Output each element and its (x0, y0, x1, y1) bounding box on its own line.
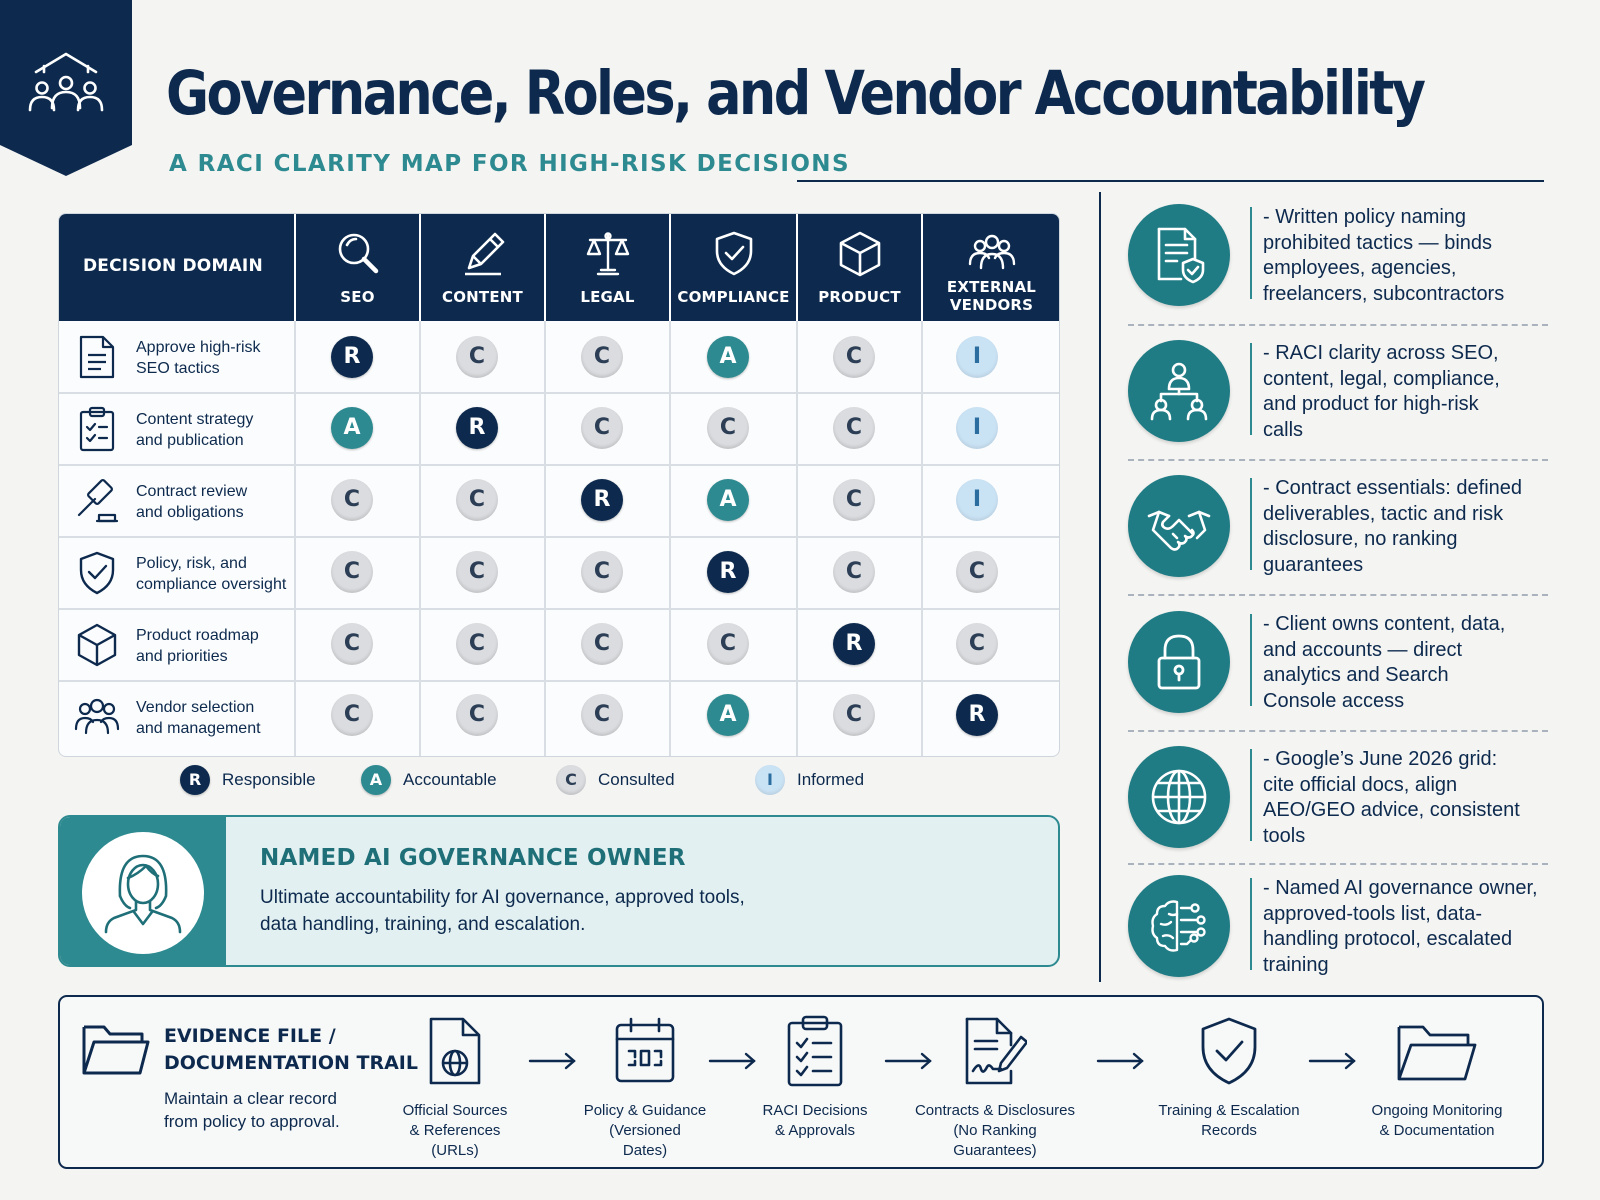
raci-badge-r3-content: C (456, 479, 498, 521)
globe-document-icon (423, 1015, 487, 1087)
step-training-escalation: Training & Escalation Records (1134, 1015, 1324, 1141)
folder-icon (1395, 1015, 1479, 1087)
raci-badge-r1-product: C (833, 336, 875, 378)
column-label-compliance: COMPLIANCE (677, 288, 790, 306)
step-ongoing-monitoring: Ongoing Monitoring & Documentation (1342, 1015, 1532, 1141)
raci-badge-r6-product: C (833, 694, 875, 736)
table-header-row (59, 214, 1059, 321)
raci-badge-r2-product: C (833, 407, 875, 449)
people-icon (73, 693, 121, 741)
raci-badge-r3-product: C (833, 479, 875, 521)
column-label-seo: SEO (340, 288, 375, 306)
table-row-approve-seo: Approve high-risk SEO tactics (59, 321, 295, 393)
raci-badge-r4-legal: C (581, 551, 623, 593)
calendar-icon (613, 1015, 677, 1087)
table-row-vendor-selection: Vendor selection and management (59, 681, 295, 753)
document-icon (73, 333, 121, 381)
ai-governance-owner-box (58, 815, 1060, 967)
table-row-policy-risk: Policy, risk, and compliance oversight (59, 537, 295, 609)
shield-check-icon (1197, 1015, 1261, 1087)
evidence-description: Maintain a clear record from policy to approval. (164, 1089, 340, 1131)
legend-accountable: A Accountable (361, 765, 497, 795)
raci-badge-r3-seo: C (331, 479, 373, 521)
legend-badge-i: I (755, 765, 785, 795)
raci-badge-r6-compliance: A (707, 694, 749, 736)
raci-badge-r2-compliance: C (707, 407, 749, 449)
column-label-external-vendors: EXTERNAL VENDORS (946, 278, 1037, 314)
person-avatar-icon (82, 832, 204, 954)
raci-badge-r1-compliance: A (707, 336, 749, 378)
policy-document-icon (1147, 223, 1211, 287)
owner-title: NAMED AI GOVERNANCE OWNER (260, 845, 686, 871)
logo-badge (0, 0, 132, 176)
evidence-trail-box (58, 995, 1544, 1169)
folder-icon (80, 1017, 150, 1081)
decision-domain-header: DECISION DOMAIN (83, 256, 263, 276)
column-label-legal: LEGAL (580, 288, 635, 306)
column-header-product (797, 214, 922, 321)
raci-badge-r4-seo: C (331, 551, 373, 593)
people-icon (966, 228, 1018, 280)
column-header-legal (545, 214, 670, 321)
right-column-divider (1099, 192, 1101, 982)
shield-check-icon (708, 228, 760, 280)
raci-badge-r6-external-vendors: R (956, 694, 998, 736)
globe-icon (1147, 765, 1211, 829)
raci-badge-r1-content: C (456, 336, 498, 378)
owner-description: Ultimate accountability for AI governance, approved tools, data handling, training, and escalation. (260, 887, 745, 935)
raci-badge-r2-legal: C (581, 407, 623, 449)
column-header-external-vendors (922, 214, 1060, 321)
checklist-icon (783, 1015, 847, 1087)
column-header-content (420, 214, 545, 321)
raci-badge-r5-product: R (833, 623, 875, 665)
raci-badge-r4-product: C (833, 551, 875, 593)
raci-table (58, 213, 1060, 757)
raci-badge-r1-seo: R (331, 336, 373, 378)
step-official-sources: Official Sources & References (URLs) (360, 1015, 550, 1161)
raci-badge-r1-legal: C (581, 336, 623, 378)
cube-icon (73, 621, 121, 669)
table-row-product-roadmap: Product roadmap and priorities (59, 609, 295, 681)
raci-badge-r3-compliance: A (707, 479, 749, 521)
panel-raci-clarity: - RACI clarity across SEO, content, legal, compliance, and product for high-risk calls (1128, 335, 1552, 461)
raci-badge-r2-external-vendors: I (956, 407, 998, 449)
panel-ai-governance: - Named AI governance owner, approved-tools list, data- handling protocol, escalated training (1128, 870, 1552, 996)
subtitle-divider (797, 180, 1544, 182)
raci-badge-r4-compliance: R (707, 551, 749, 593)
padlock-icon (1147, 630, 1211, 694)
raci-badge-r1-external-vendors: I (956, 336, 998, 378)
table-row-content-strategy: Content strategy and publication (59, 393, 295, 465)
legend-badge-r: R (180, 765, 210, 795)
step-policy-guidance: Policy & Guidance (Versioned Dates) (550, 1015, 740, 1161)
legend-badge-a: A (361, 765, 391, 795)
brain-circuit-icon (1147, 894, 1211, 958)
page-subtitle: A RACI CLARITY MAP FOR HIGH-RISK DECISIONS (169, 151, 850, 177)
raci-badge-r6-legal: C (581, 694, 623, 736)
raci-badge-r5-external-vendors: C (956, 623, 998, 665)
raci-badge-r6-content: C (456, 694, 498, 736)
raci-badge-r3-external-vendors: I (956, 479, 998, 521)
handshake-icon (1147, 494, 1211, 558)
scales-icon (582, 228, 634, 280)
clipboard-check-icon (73, 405, 121, 453)
signed-contract-icon (963, 1015, 1027, 1087)
panel-client-ownership: - Client owns content, data, and accounts — direct analytics and Search Console access (1128, 606, 1552, 732)
legend-badge-c: C (556, 765, 586, 795)
raci-badge-r6-seo: C (331, 694, 373, 736)
table-row-contract-review: Contract review and obligations (59, 465, 295, 537)
panel-contract-essentials: - Contract essentials: defined deliverables, tactic and risk disclosure, no ranking guarantees (1128, 470, 1552, 596)
evidence-title: EVIDENCE FILE / DOCUMENTATION TRAIL (164, 1025, 418, 1074)
org-chart-icon (1147, 359, 1211, 423)
cube-icon (834, 228, 886, 280)
panel-google-grid: - Google’s June 2026 grid: cite official docs, align AEO/GEO advice, consistent tools (1128, 741, 1552, 867)
pencil-icon (457, 228, 509, 280)
panel-written-policy: - Written policy naming prohibited tactics — binds employees, agencies, freelancers, subcontractors (1128, 199, 1552, 325)
raci-badge-r4-content: C (456, 551, 498, 593)
raci-badge-r5-content: C (456, 623, 498, 665)
magnifier-icon (332, 228, 384, 280)
step-raci-decisions: RACI Decisions & Approvals (720, 1015, 910, 1141)
legend-responsible: R Responsible (180, 765, 316, 795)
column-label-product: PRODUCT (818, 288, 901, 306)
shield-check-icon (73, 549, 121, 597)
column-header-compliance (670, 214, 797, 321)
raci-badge-r2-content: R (456, 407, 498, 449)
column-header-seo (295, 214, 420, 321)
gavel-icon (73, 477, 121, 525)
raci-badge-r5-compliance: C (707, 623, 749, 665)
raci-badge-r5-legal: C (581, 623, 623, 665)
raci-badge-r3-legal: R (581, 479, 623, 521)
raci-badge-r5-seo: C (331, 623, 373, 665)
legend-informed: I Informed (755, 765, 864, 795)
column-label-content: CONTENT (442, 288, 523, 306)
step-contracts-disclosures: Contracts & Disclosures (No Ranking Guarantees) (892, 1015, 1098, 1161)
legend-consulted: C Consulted (556, 765, 675, 795)
page-title: Governance, Roles, and Vendor Accountability (166, 58, 1424, 129)
raci-badge-r2-seo: A (331, 407, 373, 449)
raci-badge-r4-external-vendors: C (956, 551, 998, 593)
